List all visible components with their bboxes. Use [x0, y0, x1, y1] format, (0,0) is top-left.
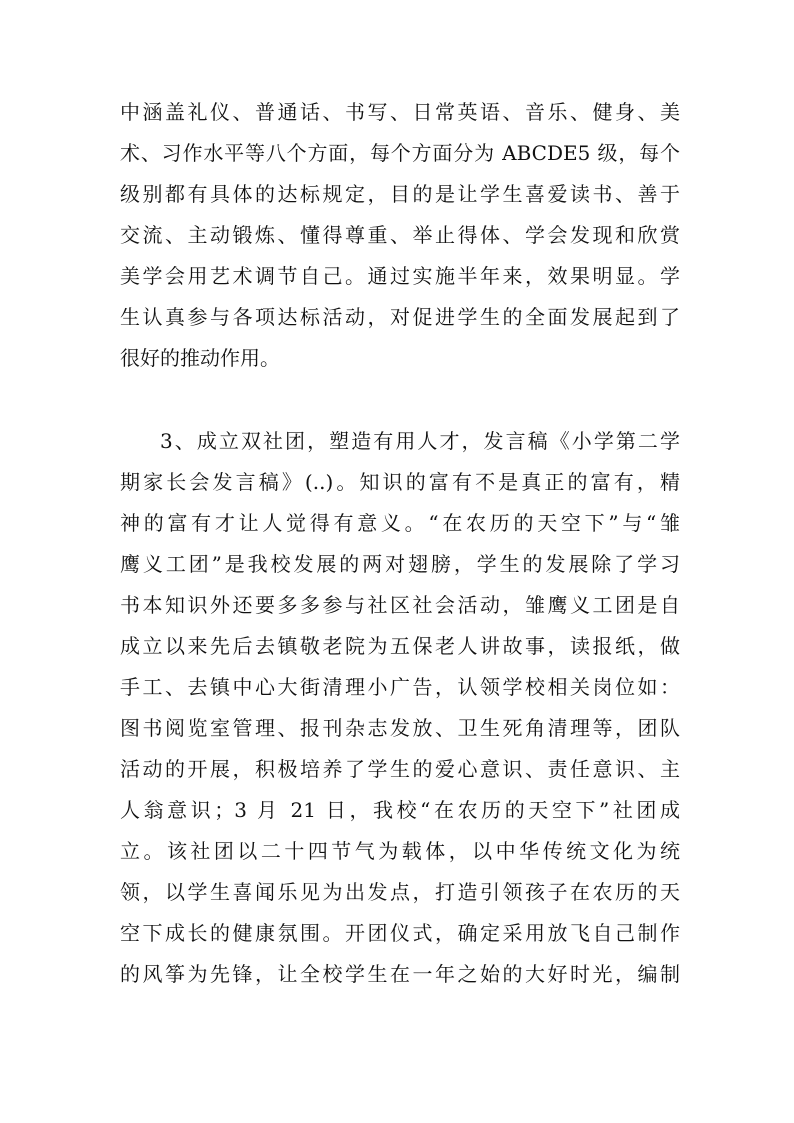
text-line: 美学会用艺术调节自己。通过实施半年来，效果明显。学: [120, 264, 680, 288]
text-line: 很好的推动作用。: [120, 346, 280, 370]
text-line: 成立以来先后去镇敬老院为五保老人讲故事，读报纸，做: [120, 634, 680, 658]
text-line: 图书阅览室管理、报刊杂志发放、卫生死角清理等，团队: [120, 716, 680, 740]
text-line: 交流、主动锻炼、懂得尊重、举止得体、学会发现和欣赏: [120, 223, 680, 247]
text-line: 手工、去镇中心大街清理小广告，认领学校相关岗位如：: [120, 675, 680, 699]
text-line: 中涵盖礼仪、普通话、书写、日常英语、音乐、健身、美: [120, 100, 680, 124]
text-line: 书本知识外还要多多参与社区社会活动，雏鹰义工团是自: [120, 593, 680, 617]
text-line: 立。该社团以二十四节气为载体，以中华传统文化为统: [120, 839, 680, 863]
text-line: 的风筝为先锋，让全校学生在一年之始的大好时光，编制: [120, 962, 680, 986]
text-line: 空下成长的健康氛围。开团仪式，确定采用放飞自己制作: [120, 921, 680, 945]
text-line: 生认真参与各项达标活动，对促进学生的全面发展起到了: [120, 305, 680, 329]
text-line: 鹰义工团”是我校发展的两对翅膀，学生的发展除了学习: [120, 552, 680, 576]
text-line: 领，以学生喜闻乐见为出发点，打造引领孩子在农历的天: [120, 880, 680, 904]
text-line: 神的富有才让人觉得有意义。“在农历的天空下”与“雏: [120, 511, 680, 535]
text-line: 级别都有具体的达标规定，目的是让学生喜爱读书、善于: [120, 182, 680, 206]
text-line: 3、成立双社团，塑造有用人才，发言稿《小学第二学: [160, 429, 680, 453]
text-line: 期家长会发言稿》(..)。知识的富有不是真正的富有，精: [120, 470, 680, 494]
text-line: 活动的开展，积极培养了学生的爱心意识、责任意识、主: [120, 757, 680, 781]
text-line: 人翁意识；3 月 21 日，我校“在农历的天空下”社团成: [120, 798, 680, 822]
text-line: 术、习作水平等八个方面，每个方面分为 ABCDE5 级，每个: [120, 141, 680, 165]
